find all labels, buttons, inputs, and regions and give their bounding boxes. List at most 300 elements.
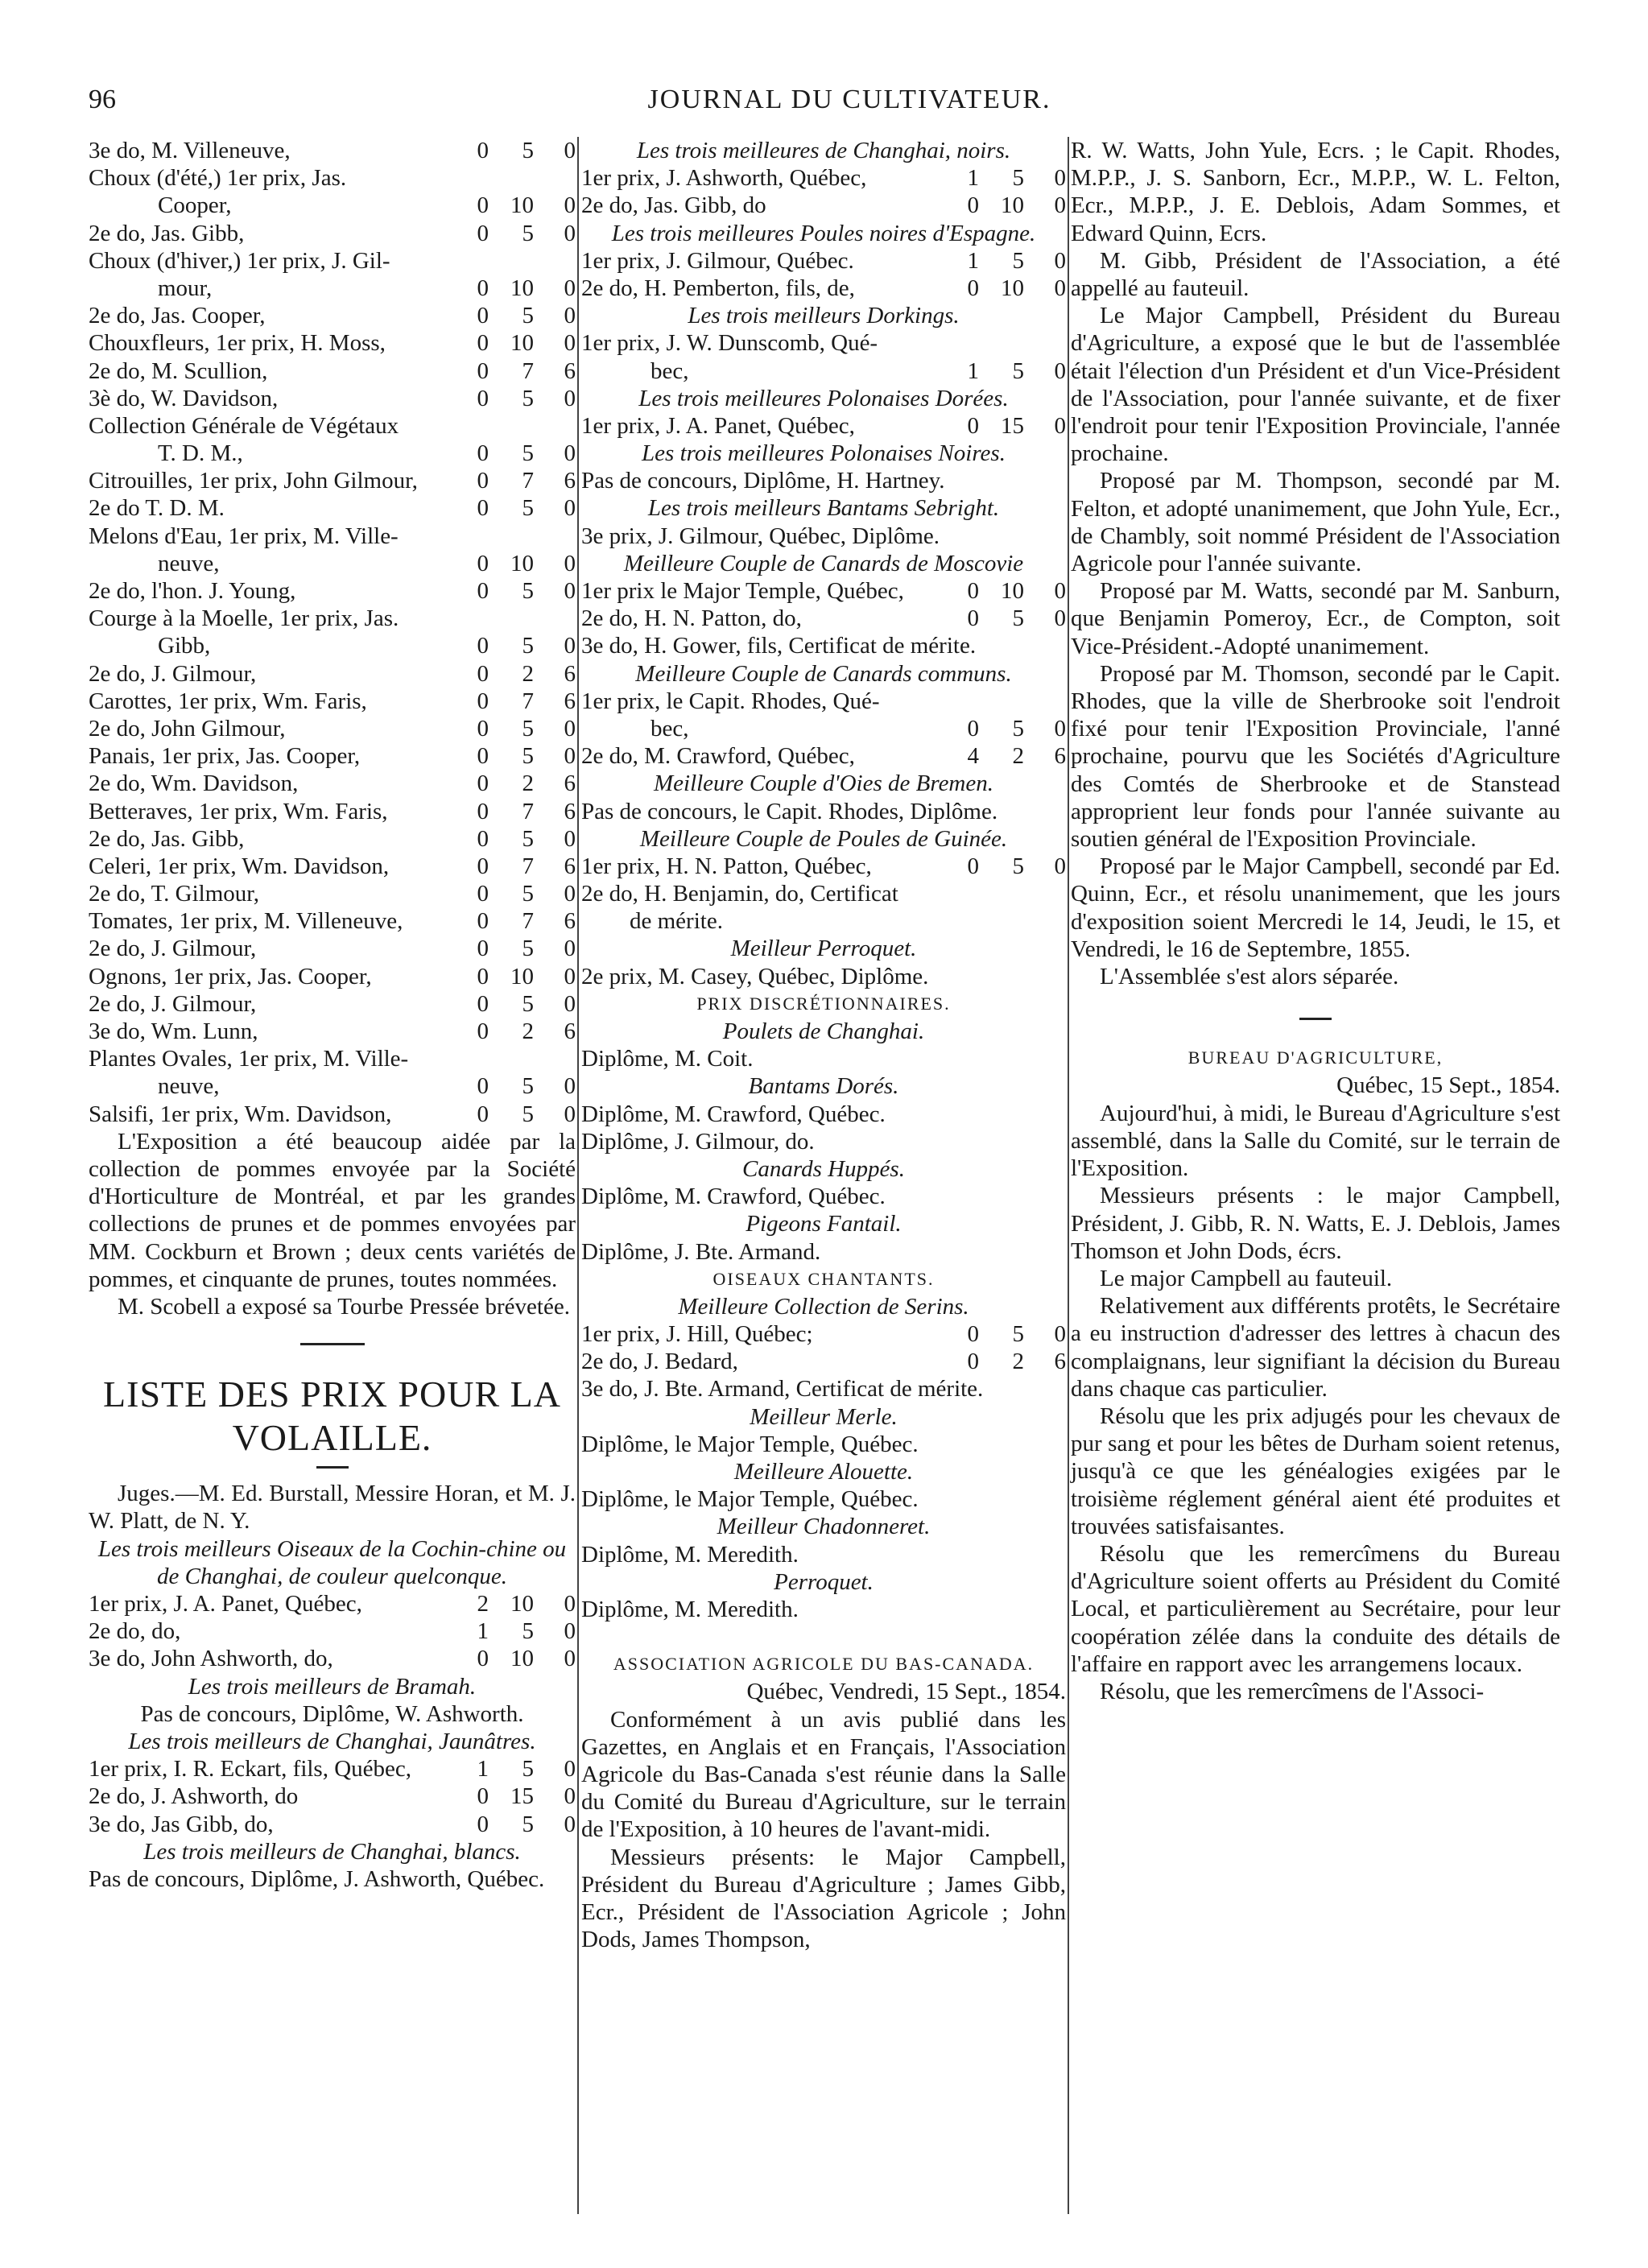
prize-shillings: 2 [1012, 743, 1024, 770]
prize-shillings: 5 [522, 936, 534, 962]
section-divider [1299, 1018, 1332, 1020]
dorkings-prize-list [581, 329, 1066, 384]
prize-pence: 0 [564, 990, 576, 1017]
merle-line: Diplôme, le Major Temple, Québec. [581, 1431, 919, 1457]
prize-pence: 6 [564, 798, 576, 824]
prize-label: 3e do, Wm. Lunn, [89, 1018, 258, 1044]
prize-label: mour, [158, 275, 213, 301]
prize-pounds: 0 [967, 578, 979, 605]
canards-huppes-line: Diplôme, M. Crawford, Québec. [581, 1184, 886, 1210]
prize-line [89, 963, 576, 990]
prize-line [89, 770, 576, 797]
prize-shillings: 10 [510, 1590, 534, 1617]
prize-shillings: 5 [522, 1811, 534, 1837]
prize-label: Panais, 1er prix, Jas. Cooper, [89, 743, 361, 770]
prize-line [89, 1018, 576, 1045]
prize-shillings: 5 [1012, 165, 1024, 192]
dorkings-heading: Les trois meilleurs Dorkings. [688, 303, 960, 329]
prize-pounds: 1 [477, 1756, 489, 1783]
perroquet2-line: Diplôme, M. Meredith. [581, 1596, 799, 1622]
prize-pounds: 0 [477, 357, 489, 384]
resolu-paragraph: Résolu que les remercîmens du Bureau d'Agriculture soient offerts au Président du Comité Local, et particulièrement au Secrétaire, pour leur coopération zélée dans la conduite des détails de l'affaire en rapport avec les arrangemens locaux. [1071, 1540, 1560, 1677]
prize-line [89, 467, 576, 494]
prize-shillings: 10 [510, 275, 534, 301]
changhai-poulets-heading: Poulets de Changhai. [722, 1018, 925, 1045]
prize-shillings: 7 [522, 357, 534, 384]
prize-label: Choux (d'été,) 1er prix, Jas. [89, 165, 347, 192]
prize-pence: 0 [564, 440, 576, 467]
prize-pence: 0 [1054, 1321, 1066, 1348]
prize-shillings: 5 [1012, 605, 1024, 632]
prize-line [89, 412, 576, 440]
prize-label: 1er prix, le Capit. Rhodes, Qué- [581, 688, 880, 714]
separee-paragraph: L'Assemblée s'est alors séparée. [1100, 964, 1399, 990]
prize-shillings: 5 [522, 220, 534, 246]
section-divider [300, 1343, 365, 1345]
prize-pence: 0 [564, 1783, 576, 1810]
prize-line [89, 605, 576, 632]
prize-line [89, 1101, 576, 1128]
prize-shillings: 10 [510, 330, 534, 357]
prize-label: 3e do, M. Villeneuve, [89, 138, 291, 163]
prize-line [581, 605, 1066, 632]
prize-pence: 6 [564, 908, 576, 935]
prize-pounds: 0 [477, 688, 489, 714]
perroquet2-heading: Perroquet. [774, 1568, 874, 1595]
prize-shillings: 5 [522, 578, 534, 604]
prize-pounds: 0 [477, 825, 489, 852]
guinee-line: de mérite. [630, 908, 723, 935]
prize-line [89, 1072, 576, 1100]
prize-line [581, 357, 1066, 385]
prize-label: 2e do, J. Ashworth, do [89, 1783, 299, 1810]
column-rule [1068, 137, 1069, 2214]
prize-label: 1er prix, J. Gilmour, Québec. [581, 247, 854, 274]
prize-shillings: 10 [510, 963, 534, 989]
prize-line [581, 1320, 1066, 1348]
prize-pence: 0 [1054, 247, 1066, 274]
campbell-paragraph: Le Major Campbell, Président du Bureau d'Agriculture, a exposé que le but de l'assemblée était l'élection d'un Président et d'un Vice-Président de l'Association, pour l'année suivante, et de fixer l'endroit pour tenir l'Exposition Provinciale, l'année prochaine. [1071, 303, 1560, 467]
prize-line [581, 715, 1066, 742]
prize-shillings [979, 329, 1024, 357]
prize-pounds: 0 [477, 1018, 489, 1044]
association-heading: ASSOCIATION AGRICOLE DU BAS-CANADA. [613, 1654, 1035, 1675]
prize-label: Citrouilles, 1er prix, John Gilmour, [89, 468, 418, 494]
prize-pounds: 0 [477, 770, 489, 797]
prize-pounds: 0 [477, 743, 489, 770]
prize-pence: 0 [564, 963, 576, 989]
cochin-heading: Les trois meilleurs Oiseaux de la Cochin-chine ou de Changhai, de couleur quelconque. [97, 1535, 567, 1589]
prize-pounds [456, 164, 489, 192]
prize-pounds: 0 [477, 1811, 489, 1837]
prize-pounds: 0 [477, 385, 489, 411]
prize-label: 2e do, J. Gilmour, [89, 660, 257, 687]
prize-pounds: 0 [967, 1349, 979, 1375]
prize-pence: 0 [564, 633, 576, 659]
singing-birds-heading: OISEAUX CHANTANTS. [712, 1268, 935, 1289]
prize-line [89, 1811, 576, 1838]
exposition-paragraph: L'Exposition a été beaucoup aidée par la collection de pommes envoyée par la Société d'Horticulture de Montréal, et par les grandes collections de prunes et de pommes envoyées par MM. Cockburn et Brown ; deux cents variétés de pommes, et cinquante de prunes, toutes nommées. [89, 1128, 576, 1292]
prize-shillings: 7 [522, 468, 534, 494]
prize-line [89, 302, 576, 329]
prize-label: 2e do, John Gilmour, [89, 715, 286, 742]
prize-pounds: 0 [477, 495, 489, 522]
prize-label: 2e do, J. Bedard, [581, 1349, 738, 1375]
prize-label: Carottes, 1er prix, Wm. Faris, [89, 688, 367, 714]
prize-pounds: 0 [477, 908, 489, 935]
noirs-prize-list [581, 164, 1066, 219]
prize-pence: 0 [564, 1590, 576, 1617]
prize-pounds [456, 1045, 489, 1072]
prize-shillings: 5 [522, 743, 534, 770]
prize-pounds: 0 [477, 798, 489, 824]
perroquet-heading: Meilleur Perroquet. [730, 936, 917, 962]
prize-shillings: 10 [1001, 192, 1024, 219]
prize-shillings: 5 [522, 138, 534, 163]
prize-shillings: 10 [1001, 275, 1024, 301]
prize-pence [1024, 688, 1066, 715]
prize-shillings: 10 [510, 192, 534, 219]
prize-line [89, 247, 576, 275]
prize-line [89, 688, 576, 715]
prize-line [89, 494, 576, 522]
prize-label: 2e do, M. Crawford, Québec, [581, 743, 855, 770]
pigeons-line: Diplôme, J. Bte. Armand. [581, 1238, 821, 1265]
prize-label: Plantes Ovales, 1er prix, M. Ville- [89, 1046, 409, 1072]
prize-line [89, 1755, 576, 1783]
prize-pence: 6 [564, 1018, 576, 1044]
prize-label: Collection Générale de Végétaux [89, 412, 399, 439]
cochin-prize-list [89, 1590, 576, 1673]
prize-shillings: 5 [1012, 357, 1024, 384]
prize-line [89, 1617, 576, 1645]
polonaises-dorees-heading: Les trois meilleures Polonaises Dorées. [638, 385, 1009, 411]
prize-pence: 0 [564, 743, 576, 770]
spacer [581, 1623, 1066, 1650]
prize-label: 2e do, Wm. Davidson, [89, 770, 299, 797]
prize-pounds: 0 [477, 936, 489, 962]
prize-line [89, 164, 576, 192]
presents-paragraph: Messieurs présents : le major Campbell, Président, J. Gibb, R. N. Watts, E. J. Deblois, James Thomson et John Dods, écrs. [1071, 1183, 1560, 1264]
prize-pence [534, 605, 576, 632]
column-rule [577, 137, 579, 2214]
prize-line [89, 440, 576, 467]
prize-pounds: 0 [477, 1101, 489, 1127]
resolu-paragraph: Résolu, que les remercîmens de l'Associ- [1100, 1678, 1485, 1704]
prize-shillings: 7 [522, 908, 534, 935]
prize-shillings: 5 [522, 495, 534, 522]
aujourdhui-paragraph: Aujourd'hui, à midi, le Bureau d'Agriculture s'est assemblé, dans la Salle du Comité, sur le terrain de l'Exposition. [1071, 1100, 1560, 1182]
prize-shillings: 7 [522, 798, 534, 824]
prize-pence: 0 [564, 936, 576, 962]
prize-label: 1er prix, J. A. Panet, Québec, [89, 1590, 362, 1617]
prize-pence: 0 [1054, 578, 1066, 605]
prize-pence: 6 [564, 468, 576, 494]
prize-shillings: 5 [1012, 853, 1024, 879]
prize-shillings: 10 [1001, 578, 1024, 605]
canards-huppes-heading: Canards Huppés. [742, 1155, 905, 1182]
noirs-heading: Les trois meilleures de Changhai, noirs. [636, 138, 1011, 163]
prize-shillings: 5 [1012, 1321, 1024, 1348]
prize-label: 1er prix, J. A. Panet, Québec, [581, 412, 855, 439]
prize-line [581, 329, 1066, 357]
merle-heading: Meilleur Merle. [750, 1403, 898, 1430]
prize-line [581, 577, 1066, 605]
discretionary-prizes-heading: PRIX DISCRÉTIONNAIRES. [696, 993, 951, 1014]
prize-pounds: 0 [477, 275, 489, 301]
prize-line [581, 192, 1066, 219]
prize-shillings: 7 [522, 688, 534, 714]
prize-pence: 6 [564, 660, 576, 687]
judges-paragraph: Juges.—M. Ed. Burstall, Messire Horan, et M. J. W. Platt, de N. Y. [89, 1481, 576, 1535]
prize-label: 3e do, John Ashworth, do, [89, 1646, 333, 1672]
prize-line [89, 1590, 576, 1617]
prize-shillings: 5 [522, 1101, 534, 1127]
prize-pence: 0 [564, 1646, 576, 1672]
prize-line [89, 550, 576, 577]
prize-pounds: 0 [477, 550, 489, 576]
prize-pounds: 0 [967, 412, 979, 439]
prize-label: Betteraves, 1er prix, Wm. Faris, [89, 798, 388, 824]
prize-pounds: 0 [477, 330, 489, 357]
campbell-second-paragraph: Proposé par le Major Campbell, secondé par Ed. Quinn, Ecr., et résolu unanimement, que les jours d'exposition soient Mercredi le 14, Jeudi, le 15, et Vendredi, le 16 de Septembre, 1855. [1071, 853, 1560, 962]
prize-pounds: 1 [477, 1618, 489, 1645]
changhai-poulets-line: Diplôme, M. Coit. [581, 1046, 754, 1072]
prize-shillings: 2 [522, 660, 534, 687]
prize-line [89, 907, 576, 935]
prize-pence: 6 [564, 357, 576, 384]
prize-line [89, 523, 576, 550]
association-paragraph: Messieurs présents: le Major Campbell, Président du Bureau d'Agriculture ; James Gibb, Ecr., Président de l'Association Agricole ; John Dods, James Thompson, [581, 1844, 1066, 1953]
prize-label: Salsifi, 1er prix, Wm. Davidson, [89, 1101, 392, 1127]
prize-shillings: 15 [510, 1783, 534, 1810]
members-paragraph: R. W. Watts, John Yule, Ecrs. ; le Capit. Rhodes, M.P.P., J. S. Sanborn, Ecr., M.P.P., W. L. Felton, Ecr., M.P.P., J. E. Deblois, Adam Sommes, et Edward Quinn, Ecrs. [1071, 138, 1560, 246]
prize-line [89, 990, 576, 1018]
prize-pence: 0 [1054, 275, 1066, 301]
prize-pounds: 0 [967, 192, 979, 219]
prize-shillings [489, 523, 534, 550]
prize-line [89, 192, 576, 219]
prize-pence: 0 [564, 138, 576, 163]
prize-pence: 0 [1054, 192, 1066, 219]
prize-label: Tomates, 1er prix, M. Villeneuve, [89, 908, 403, 935]
pigeons-heading: Pigeons Fantail. [746, 1211, 902, 1237]
prize-label: 2e do, do, [89, 1618, 181, 1645]
prize-shillings: 5 [522, 1073, 534, 1100]
prize-pounds: 0 [477, 1783, 489, 1810]
watts-paragraph: Proposé par M. Watts, secondé par M. Sanburn, que Benjamin Pomeroy, Ecr., de Compton, soit Vice-Président.-Adopté unanimement. [1071, 578, 1560, 659]
moscovie-heading: Meilleure Couple de Canards de Moscovie [623, 550, 1024, 576]
prize-line [581, 853, 1066, 880]
blancs-line: Pas de concours, Diplôme, J. Ashworth, Québec. [89, 1865, 545, 1892]
prize-label: Melons d'Eau, 1er prix, M. Ville- [89, 523, 399, 549]
prize-pence [534, 412, 576, 440]
prize-label: bec, [651, 715, 689, 742]
chadonneret-line: Diplôme, M. Meredith. [581, 1541, 799, 1568]
prize-line [89, 880, 576, 907]
polonaises-noires-heading: Les trois meilleures Polonaises Noires. [642, 440, 1006, 467]
prize-pounds: 1 [967, 165, 979, 192]
prize-label: Gibb, [158, 633, 211, 659]
prize-label: bec, [651, 357, 689, 384]
prize-line [89, 742, 576, 770]
bantams-dores-heading: Bantams Dorés. [748, 1073, 899, 1100]
prize-pence: 0 [1054, 853, 1066, 879]
bureau-dateline: Québec, 15 Sept., 1854. [1336, 1072, 1560, 1099]
thomson-paragraph: Proposé par M. Thomson, secondé par le Capit. Rhodes, que la ville de Sherbrooke soit l'endroit fixé pour tenir l'Exposition Provinciale, l'anné prochaine, pourvu que les Sociétés d'Agriculture des Comtés de Sherbrooke et de Stanstead approprient leur fonds pour l'année suivante au soutien général de l'Exposition Provinciale. [1071, 660, 1560, 853]
prize-pence: 6 [564, 688, 576, 714]
prize-line [89, 715, 576, 742]
prize-shillings [979, 688, 1024, 715]
protets-paragraph: Relativement aux différents protêts, le Secrétaire a eu instruction d'adresser des lettres à chacun des complaignans, leur signifiant la décision du Bureau dans chaque cas particulier. [1071, 1293, 1560, 1402]
prize-label: 1er prix, I. R. Eckart, fils, Québec, [89, 1756, 412, 1783]
prize-label: Cooper, [158, 192, 232, 219]
page-number: 96 [89, 85, 116, 114]
prize-shillings: 5 [522, 881, 534, 907]
fauteuil-paragraph: Le major Campbell au fauteuil. [1100, 1265, 1393, 1291]
prize-pounds: 0 [477, 138, 489, 163]
prize-pence: 0 [564, 192, 576, 219]
prize-pounds [456, 523, 489, 550]
prize-label: 2e do T. D. M. [89, 495, 225, 522]
jaunatres-prize-list [89, 1755, 576, 1838]
chadonneret-heading: Meilleur Chadonneret. [717, 1514, 931, 1540]
prize-pounds: 0 [477, 440, 489, 467]
prize-line [89, 632, 576, 659]
prize-line [89, 137, 576, 164]
alouette-line: Diplôme, le Major Temple, Québec. [581, 1486, 919, 1513]
prize-shillings: 5 [522, 1756, 534, 1783]
prize-pence: 0 [564, 550, 576, 576]
prize-label: neuve, [158, 1073, 220, 1100]
prize-pounds: 0 [477, 881, 489, 907]
prize-pounds: 1 [967, 247, 979, 274]
prize-shillings: 15 [1001, 412, 1024, 439]
prize-label: Celeri, 1er prix, Wm. Davidson, [89, 853, 390, 879]
prize-line [89, 935, 576, 962]
gibb-paragraph: M. Gibb, Président de l'Association, a été appellé au fauteuil. [1071, 247, 1560, 302]
prize-pence: 0 [564, 1618, 576, 1645]
prize-pence: 0 [564, 1811, 576, 1837]
espagne-prize-list [581, 247, 1066, 302]
resolu-paragraph: Résolu que les prix adjugés pour les chevaux de pur sang et pour les bêtes de Durham soient retenus, jusqu'à ce que les généalogies exigées par le troisième réglement général aient été produites et trouvées satisfaisantes. [1071, 1403, 1560, 1539]
prize-pounds: 0 [967, 853, 979, 879]
prize-pence: 0 [564, 275, 576, 301]
prize-line [89, 660, 576, 688]
guinee-heading: Meilleure Couple de Poules de Guinée. [639, 825, 1008, 852]
prize-pence: 0 [564, 495, 576, 522]
prize-pounds [947, 688, 979, 715]
communs-heading: Meilleure Couple de Canards communs. [635, 660, 1012, 687]
prize-label: 2e do, Jas. Cooper, [89, 303, 266, 329]
moscovie-prize-list [581, 577, 1066, 632]
serins-line: 3e do, J. Bte. Armand, Certificat de mérite. [581, 1376, 984, 1403]
prize-line [581, 247, 1066, 275]
prize-pence: 0 [1054, 715, 1066, 742]
prize-pence: 0 [564, 1101, 576, 1127]
prize-line [89, 1645, 576, 1672]
prize-shillings: 2 [522, 1018, 534, 1044]
prize-shillings: 5 [522, 440, 534, 467]
prize-pounds: 0 [967, 275, 979, 301]
prize-line [89, 825, 576, 853]
prize-label: 2e do, H. Pemberton, fils, de, [581, 275, 855, 301]
prize-label: neuve, [158, 550, 220, 576]
prize-pence: 6 [564, 770, 576, 797]
alouette-heading: Meilleure Alouette. [733, 1459, 914, 1485]
prize-label: 1er prix le Major Temple, Québec, [581, 578, 904, 605]
prize-label: 2e do, J. Gilmour, [89, 990, 257, 1017]
prize-pence: 0 [564, 330, 576, 357]
prize-shillings: 5 [522, 1618, 534, 1645]
prize-pence: 0 [564, 825, 576, 852]
prize-line [581, 164, 1066, 192]
prize-pence: 0 [564, 1073, 576, 1100]
prize-shillings: 2 [522, 770, 534, 797]
prize-line [89, 220, 576, 247]
polonaises-dorees-prize-list [581, 412, 1066, 440]
blancs-heading: Les trois meilleurs de Changhai, blancs. [143, 1838, 521, 1865]
prize-label: 3e do, Jas Gibb, do, [89, 1811, 274, 1837]
prize-label: 1er prix, J. W. Dunscomb, Qué- [581, 330, 878, 357]
prize-pence: 6 [1054, 743, 1066, 770]
prize-pounds: 0 [477, 990, 489, 1017]
poultry-prize-list-title: LISTE DES PRIX POUR LA VOLAILLE. [103, 1374, 561, 1459]
prize-pounds: 0 [477, 660, 489, 687]
prize-pence: 0 [564, 385, 576, 411]
prize-shillings [489, 1045, 534, 1072]
prize-pounds: 0 [967, 715, 979, 742]
prize-label: 1er prix, J. Hill, Québec; [581, 1321, 813, 1348]
prize-pounds: 0 [477, 853, 489, 879]
prize-label: 2e do, M. Scullion, [89, 357, 268, 384]
prize-line [89, 577, 576, 605]
prize-shillings: 5 [522, 715, 534, 742]
vegetable-prize-list [89, 137, 576, 1128]
prize-line [89, 1783, 576, 1810]
prize-pence: 0 [564, 578, 576, 604]
prize-shillings [489, 605, 534, 632]
prize-pounds [456, 247, 489, 275]
prize-shillings: 7 [522, 853, 534, 879]
prize-line [89, 385, 576, 412]
prize-pounds [456, 605, 489, 632]
prize-label: Ognons, 1er prix, Jas. Cooper, [89, 963, 372, 989]
prize-line [89, 798, 576, 825]
prize-label: 2e do, T. Gilmour, [89, 881, 260, 907]
prize-line [581, 275, 1066, 302]
prize-pence: 6 [1054, 1349, 1066, 1375]
prize-pounds: 0 [967, 1321, 979, 1348]
association-paragraph: Conformément à un avis publié dans les Gazettes, en Anglais et en Français, l'Association Agricole du Bas-Canada s'est réunie dans la Salle du Comité du Bureau d'Agriculture, sur le terrain de l'Exposition, à 10 heures de l'avant-midi. [581, 1706, 1066, 1843]
prize-pounds: 1 [967, 357, 979, 384]
prize-pounds: 0 [477, 1073, 489, 1100]
prize-label: T. D. M., [158, 440, 243, 467]
prize-label: 2e do, Jas. Gibb, [89, 220, 245, 246]
bureau-heading: BUREAU D'AGRICULTURE, [1187, 1047, 1444, 1068]
prize-pounds: 0 [477, 633, 489, 659]
prize-pounds [456, 412, 489, 440]
prize-pounds: 2 [477, 1590, 489, 1617]
bremen-heading: Meilleure Couple d'Oies de Bremen. [653, 770, 993, 797]
prize-shillings [489, 247, 534, 275]
prize-pence: 0 [564, 303, 576, 329]
thompson-paragraph: Proposé par M. Thompson, secondé par M. Felton, et adopté unanimement, que John Yule, Ecr., de Chambly, soit nommé Président de l'Association Agricole pour l'année suivante. [1071, 468, 1560, 577]
prize-pence [534, 523, 576, 550]
column-2 [581, 137, 1066, 1953]
prize-label: 2e do, J. Gilmour, [89, 936, 257, 962]
prize-pounds: 0 [477, 192, 489, 219]
